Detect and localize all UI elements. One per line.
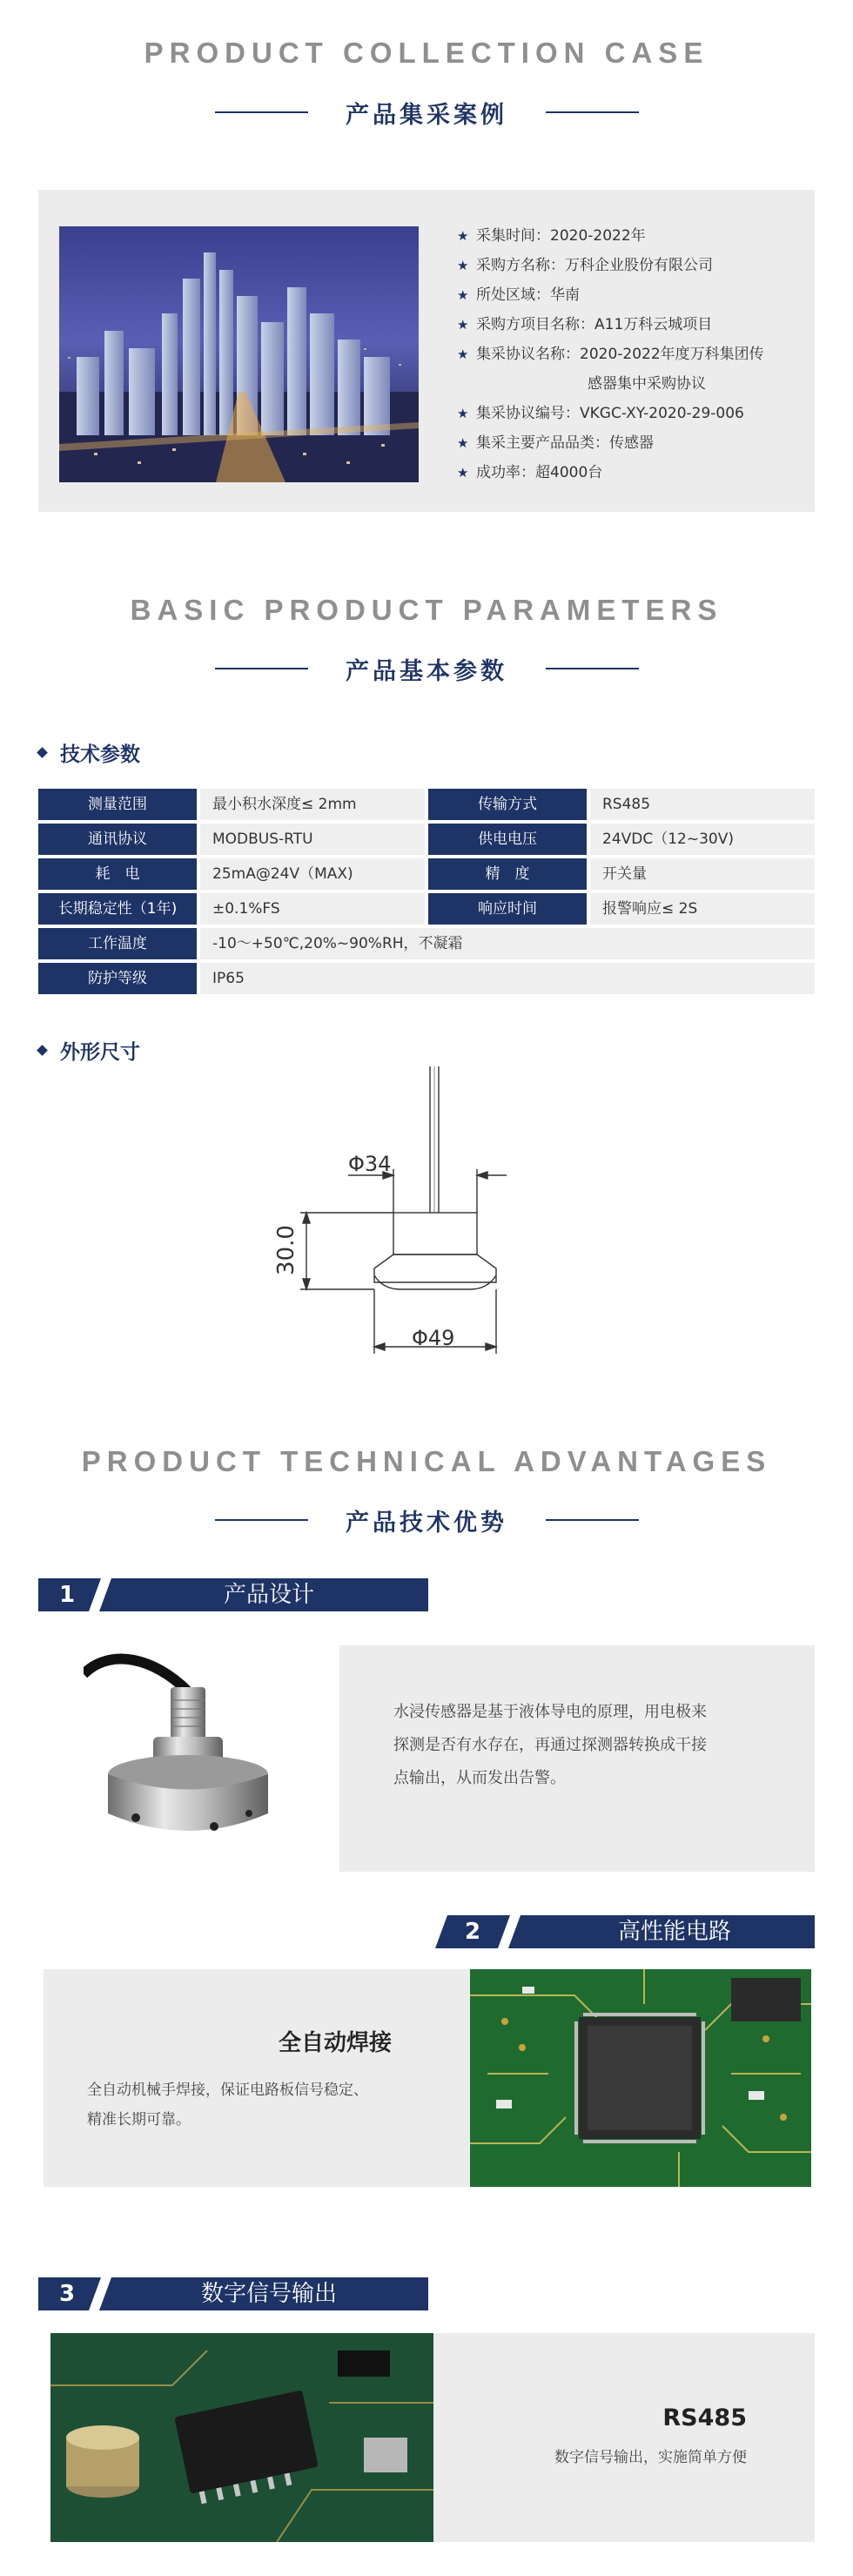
advantage-2-text: [87, 2075, 453, 2135]
collection-en-title: PRODUCT COLLECTION CASE: [144, 37, 709, 69]
case-item: [457, 251, 805, 280]
param-value: 报警响应≤ 2S: [590, 893, 815, 925]
advantage-2-title: 全自动焊接: [279, 2030, 393, 2056]
param-key: 测量范围: [38, 789, 197, 820]
star-icon: ★: [457, 317, 469, 333]
advantage-label: 数字信号输出: [200, 2281, 337, 2307]
case-item: [457, 399, 805, 428]
star-icon: ★: [457, 406, 469, 421]
case-label: 所处区域：: [476, 286, 550, 304]
dimension-drawing: [252, 1066, 531, 1371]
advantage-label: 产品设计: [223, 1582, 314, 1608]
advantage-2-header: [435, 1915, 815, 1948]
case-item-continued: [457, 369, 805, 399]
param-row: [38, 858, 815, 890]
advantage-number: 1: [58, 1582, 76, 1608]
param-value: RS485: [590, 789, 815, 820]
star-icon: ★: [457, 465, 469, 481]
star-icon: ★: [457, 346, 469, 362]
diamond-icon: [37, 747, 48, 758]
param-key: 传输方式: [428, 789, 587, 820]
advantage-1-text: [393, 1696, 794, 1795]
case-value: VKGC-XY-2020-29-006: [580, 405, 744, 422]
case-label: 采购方项目名称：: [476, 316, 594, 333]
case-item: [457, 221, 805, 251]
sensor-product-image: [84, 1639, 284, 1857]
advantage-3-title: RS485: [662, 2404, 747, 2431]
param-key: 供电电压: [428, 824, 587, 855]
star-icon: ★: [457, 258, 469, 273]
advantages-zh-title: 产品技术优势: [346, 1510, 507, 1537]
param-row: [38, 824, 815, 855]
case-value: A11万科云城项目: [594, 316, 713, 333]
case-label: 集采协议编号：: [476, 405, 580, 422]
param-value: IP65: [200, 963, 815, 994]
dimensions-heading: [38, 1036, 140, 1065]
param-row: [38, 928, 815, 959]
param-value: 24VDC（12~30V): [590, 824, 815, 855]
text-line: 探测是否有水存在，再通过探测器转换成干接: [393, 1736, 707, 1754]
dim-height: 30.0: [272, 1225, 299, 1275]
param-key: 长期稳定性（1年): [38, 893, 197, 925]
advantage-number: 2: [464, 1919, 481, 1945]
case-label: 集采协议名称：: [476, 346, 580, 363]
text-line: 全自动机械手焊接，保证电路板信号稳定、: [87, 2082, 368, 2099]
param-key: 响应时间: [428, 893, 587, 925]
case-value: 华南: [550, 286, 580, 304]
param-key: 通讯协议: [38, 824, 197, 855]
text-line: 水浸传感器是基于液体导电的原理，用电极来: [393, 1703, 707, 1721]
electronics-image: [50, 2333, 433, 2542]
text-line: 点输出，从而发出告警。: [393, 1769, 566, 1787]
dimensions-heading-text: 外形尺寸: [60, 1041, 140, 1064]
case-value: 2020-2022年: [550, 227, 646, 245]
param-key: 耗 电: [38, 858, 197, 890]
dim-bottom-diameter: Φ49: [412, 1326, 455, 1350]
param-value: -10～+50℃,20%~90%RH，不凝霜: [200, 928, 815, 959]
case-item: [457, 280, 805, 310]
case-label: 采购方名称：: [476, 257, 565, 274]
star-icon: ★: [457, 287, 469, 303]
advantage-number: 3: [58, 2281, 76, 2307]
case-item: [457, 458, 805, 488]
advantage-label: 高性能电路: [617, 1919, 731, 1945]
param-row: [38, 789, 815, 820]
case-value: 万科企业股份有限公司: [565, 257, 713, 274]
diamond-icon: [37, 1045, 48, 1056]
case-info-list: [457, 221, 805, 488]
params-en-title: BASIC PRODUCT PARAMETERS: [130, 594, 723, 626]
case-value: 2020-2022年度万科集团传: [580, 346, 764, 363]
city-night-image: [59, 226, 419, 482]
param-row: [38, 893, 815, 925]
advantage-3-panel: [433, 2333, 815, 2542]
text-line: 精准长期可靠。: [87, 2111, 191, 2129]
param-value: MODBUS-RTU: [200, 824, 425, 855]
param-key: 防护等级: [38, 963, 197, 994]
advantage-1-panel: [339, 1645, 815, 1872]
advantages-en-title: PRODUCT TECHNICAL ADVANTAGES: [81, 1445, 772, 1477]
case-label: 成功率：: [476, 464, 535, 481]
advantage-2-panel: [44, 1969, 479, 2187]
case-label: 采集时间：: [476, 227, 550, 245]
case-value: 感器集中采购协议: [588, 375, 706, 393]
case-item: [457, 340, 805, 369]
collection-zh-title: 产品集采案例: [346, 102, 507, 129]
dim-top-diameter: Φ34: [348, 1152, 392, 1176]
advantage-3-text: 数字信号输出，实施简单方便: [554, 2449, 747, 2466]
circuit-board-image: [470, 1969, 811, 2187]
case-label: 集采主要产品品类：: [476, 434, 609, 452]
star-icon: ★: [457, 228, 469, 244]
params-zh-title: 产品基本参数: [346, 658, 507, 685]
advantage-1-header: [38, 1578, 428, 1611]
case-item: [457, 310, 805, 340]
case-item: [457, 428, 805, 458]
param-value: 最小积水深度≤ 2mm: [200, 789, 425, 820]
advantage-3-header: [38, 2277, 428, 2310]
case-value: 传感器: [609, 434, 654, 452]
star-icon: ★: [457, 435, 469, 451]
tech-params-heading-text: 技术参数: [60, 743, 140, 766]
param-value: 25mA@24V（MAX): [200, 858, 425, 890]
param-row: [38, 963, 815, 994]
tech-params-heading: [38, 738, 140, 767]
param-value: 开关量: [590, 858, 815, 890]
param-key: 精 度: [428, 858, 587, 890]
param-key: 工作温度: [38, 928, 197, 959]
param-value: ±0.1%FS: [200, 893, 425, 925]
case-value: 超4000台: [535, 464, 603, 481]
